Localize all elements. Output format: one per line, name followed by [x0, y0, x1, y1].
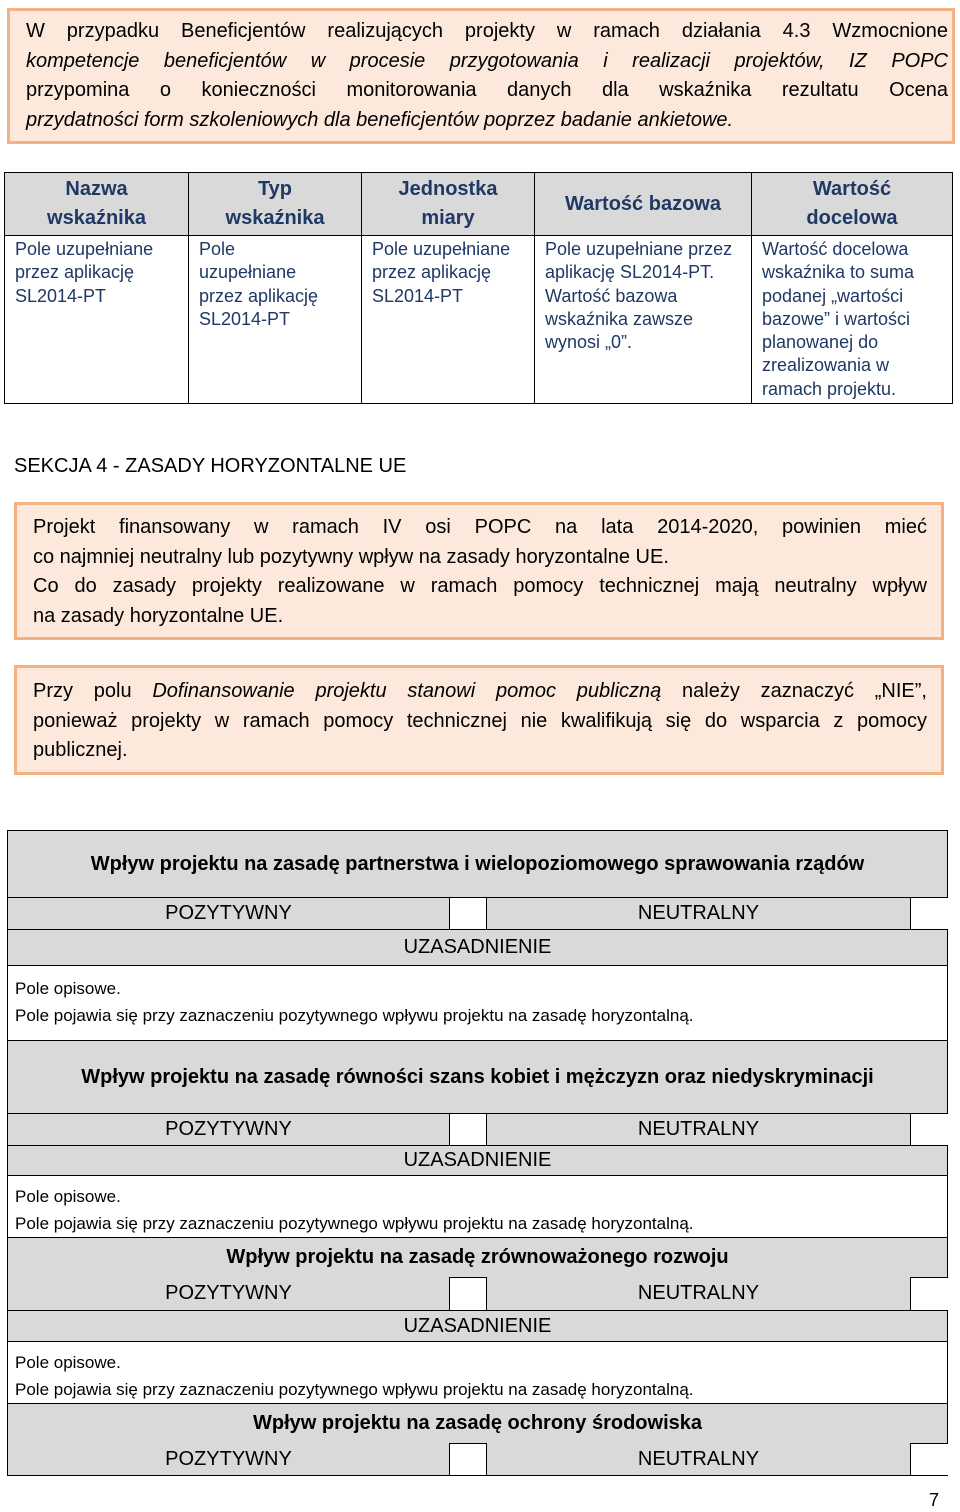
page-number: 7 [929, 1490, 940, 1510]
notice-line: co najmniej neutralny lub pozytywny wpływ na zasady horyzontalne UE. [33, 545, 669, 568]
header-indicator-name: Nazwa wskaźnika [5, 173, 189, 236]
justification-field[interactable] [7, 1341, 948, 1403]
positive-checkbox[interactable] [449, 1443, 487, 1475]
unit-cell: Pole uzupełniane przez aplikację SL2014-PT [362, 236, 535, 404]
base-value-cell: Pole uzupełniane przez aplikację SL2014-PT. Wartość bazowa wskaźnika zawsze wynosi „0”. [535, 236, 752, 404]
principle-options-row [7, 897, 948, 929]
positive-checkbox[interactable] [449, 898, 487, 929]
notice-box-horizontal-principles [14, 502, 944, 640]
notice-box-public-aid [14, 665, 944, 775]
neutral-label: NEUTRALNY [637, 1447, 760, 1470]
indicator-name-cell: Pole uzupełniane przez aplikację SL2014-PT [5, 236, 189, 404]
notice-text: należy zaznaczyć „NIE”, [661, 680, 927, 702]
principle-title-row [7, 1237, 948, 1277]
principle-title-row [7, 1403, 948, 1443]
notice-box-beneficiaries [7, 8, 955, 144]
field-description: Pole opisowe. [15, 979, 121, 998]
principle-title: Wpływ projektu na zasadę zrównoważonego rozwoju [226, 1246, 729, 1268]
indicator-type-cell: Pole uzupełniane przez aplikację SL2014-PT [189, 236, 362, 404]
principle-title: Wpływ projektu na zasadę równości szans kobiet i mężczyzn oraz niedyskryminacji [81, 1065, 874, 1088]
field-description: Pole pojawia się przy zaznaczeniu pozytywnego wpływu projektu na zasadę horyzontalną. [15, 1214, 694, 1233]
justification-header-row [7, 929, 948, 965]
positive-label: POZYTYWNY [165, 1447, 292, 1470]
field-description: Pole opisowe. [15, 1187, 121, 1206]
neutral-checkbox[interactable] [910, 1114, 948, 1145]
neutral-label: NEUTRALNY [637, 1118, 760, 1140]
indicator-table-row [5, 236, 953, 404]
notice-line: przydatności form szkoleniowych dla beneficjentów poprzez badanie ankietowe. [26, 108, 734, 131]
header-unit: Jednostka miary [362, 173, 535, 236]
justification-label: UZASADNIENIE [403, 1314, 552, 1337]
justification-label: UZASADNIENIE [403, 936, 552, 958]
neutral-checkbox[interactable] [910, 1443, 948, 1475]
positive-checkbox[interactable] [449, 1277, 487, 1310]
notice-line: ponieważ projekty w ramach pomocy technicznej nie kwalifikują się do wsparcia z pomocy [33, 709, 927, 732]
notice-line: publicznej. [33, 739, 128, 761]
field-description: Pole opisowe. [15, 1353, 121, 1372]
neutral-checkbox[interactable] [910, 1277, 948, 1310]
justification-header-row [7, 1310, 948, 1341]
notice-line: W przypadku Beneficjentów realizujących projekty w ramach działania 4.3 Wzmocnione [26, 20, 948, 42]
justification-field[interactable] [7, 965, 948, 1040]
positive-checkbox[interactable] [449, 1114, 487, 1145]
field-description: Pole pojawia się przy zaznaczeniu pozytywnego wpływu projektu na zasadę horyzontalną. [15, 1006, 694, 1025]
notice-field-name: Dofinansowanie projektu stanowi pomoc publiczną [152, 680, 662, 702]
section-heading: SEKCJA 4 - ZASADY HORYZONTALNE UE [14, 455, 407, 477]
positive-label: POZYTYWNY [165, 1282, 292, 1304]
notice-line: Co do zasady projekty realizowane w ramach pomocy technicznej mają neutralny wpływ [33, 575, 927, 597]
positive-label: POZYTYWNY [165, 1118, 292, 1140]
notice-line: na zasady horyzontalne UE. [33, 604, 284, 627]
header-indicator-type: Typ wskaźnika [189, 173, 362, 236]
indicator-table [4, 172, 953, 404]
neutral-checkbox[interactable] [910, 898, 948, 929]
field-description: Pole pojawia się przy zaznaczeniu pozytywnego wpływu projektu na zasadę horyzontalną. [15, 1380, 694, 1399]
notice-text: Przy polu [33, 680, 153, 702]
neutral-label: NEUTRALNY [637, 902, 760, 924]
header-base-value: Wartość bazowa [535, 173, 752, 236]
principle-options-row [7, 1113, 948, 1145]
principle-options-row [7, 1277, 948, 1310]
indicator-table-header-row [5, 173, 953, 236]
justification-header-row [7, 1145, 948, 1175]
target-value-cell: Wartość docelowa wskaźnika to suma podanej „wartości bazowe” i wartości planowanej do zrealizowania w ramach projektu. [752, 236, 953, 404]
principle-title-row [7, 830, 948, 897]
principle-title: Wpływ projektu na zasadę ochrony środowiska [253, 1412, 702, 1434]
notice-line: Projekt finansowany w ramach IV osi POPC na lata 2014-2020, powinien mieć [33, 516, 927, 538]
justification-label: UZASADNIENIE [403, 1149, 552, 1171]
principle-title-row [7, 1040, 948, 1113]
neutral-label: NEUTRALNY [637, 1282, 760, 1304]
notice-line: kompetencje beneficjentów w procesie przygotowania i realizacji projektów, IZ POPC [26, 49, 948, 72]
notice-line [33, 677, 927, 707]
principle-title: Wpływ projektu na zasadę partnerstwa i wielopoziomowego sprawowania rządów [90, 852, 865, 875]
header-target-value: Wartość docelowa [752, 173, 953, 236]
positive-label: POZYTYWNY [165, 902, 292, 924]
notice-line: przypomina o konieczności monitorowania danych dla wskaźnika rezultatu Ocena [26, 79, 948, 101]
justification-field[interactable] [7, 1175, 948, 1237]
principle-options-row [7, 1443, 948, 1476]
